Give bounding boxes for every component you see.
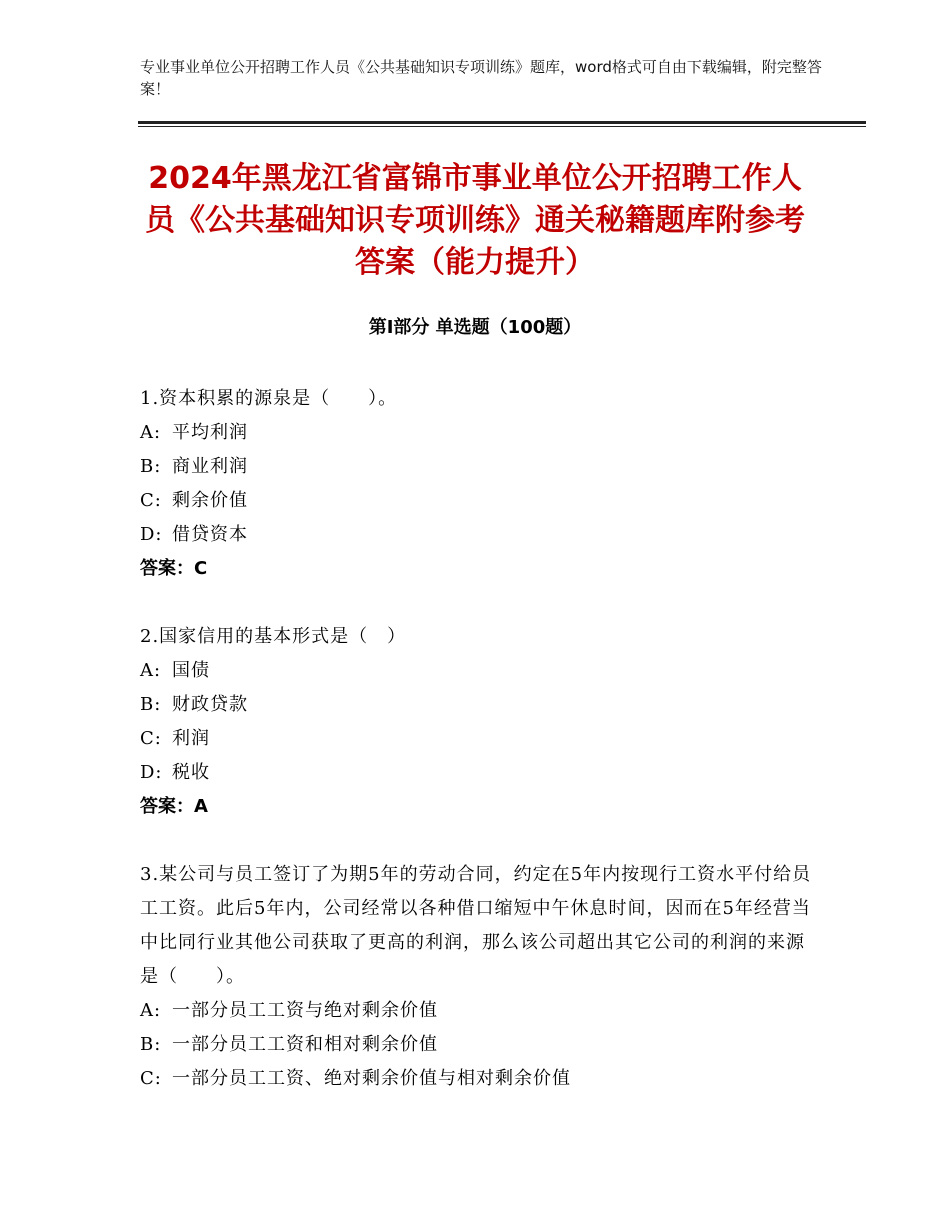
- question-list: [140, 382, 820, 1130]
- option-d: [140, 518, 820, 552]
- question-1: [140, 382, 820, 586]
- option-key: C:: [140, 728, 162, 749]
- document-title: 2024年黑龙江省富锦市事业单位公开招聘工作人员《公共基础知识专项训练》通关秘籍题库附参考答案（能力提升）: [145, 161, 805, 280]
- option-key: B:: [140, 456, 162, 477]
- option-text: 一部分员工工资与绝对剩余价值: [172, 1000, 438, 1021]
- option-a: [140, 654, 820, 688]
- question-stem: 2.国家信用的基本形式是（ ）: [140, 626, 407, 647]
- option-text: 国债: [172, 660, 210, 681]
- option-text: 平均利润: [172, 422, 248, 443]
- option-key: D:: [140, 762, 163, 783]
- question-stem: 1.资本积累的源泉是（ ）。: [140, 388, 398, 409]
- option-key: D:: [140, 524, 163, 545]
- answer-line: 答案：A: [140, 796, 208, 817]
- option-c: [140, 722, 820, 756]
- option-text: 商业利润: [172, 456, 248, 477]
- option-text: 剩余价值: [172, 490, 248, 511]
- option-text: 利润: [172, 728, 210, 749]
- option-key: B:: [140, 694, 162, 715]
- header-rule-thick: [138, 121, 866, 124]
- option-key: C:: [140, 1068, 162, 1089]
- option-key: A:: [140, 422, 162, 443]
- option-text: 财政贷款: [172, 694, 248, 715]
- option-text: 一部分员工工资、绝对剩余价值与相对剩余价值: [172, 1068, 571, 1089]
- option-key: C:: [140, 490, 162, 511]
- option-d: [140, 756, 820, 790]
- option-c: [140, 1062, 820, 1096]
- option-text: 一部分员工工资和相对剩余价值: [172, 1034, 438, 1055]
- question-2: [140, 620, 820, 824]
- option-key: A:: [140, 1000, 162, 1021]
- option-text: 税收: [172, 762, 210, 783]
- header-rule-thin: [138, 126, 866, 127]
- option-key: A:: [140, 660, 162, 681]
- option-text: 借贷资本: [172, 524, 248, 545]
- question-stem: 3.某公司与员工签订了为期5年的劳动合同，约定在5年内按现行工资水平付给员工工资。此后5年内，公司经常以各种借口缩短中午休息时间，因而在5年经营当中比同行业其他公司获取了更高的利润，那么该公司超出其它公司的利润的来源是（ ）。: [140, 864, 812, 987]
- section-title: 第Ⅰ部分 单选题（100题）: [368, 317, 582, 338]
- option-key: B:: [140, 1034, 162, 1055]
- option-b: [140, 450, 820, 484]
- option-b: [140, 688, 820, 722]
- option-b: [140, 1028, 820, 1062]
- header-note: 专业事业单位公开招聘工作人员《公共基础知识专项训练》题库，word格式可自由下载编辑，附完整答案！: [140, 58, 822, 98]
- option-a: [140, 416, 820, 450]
- question-3: [140, 858, 820, 1096]
- option-a: [140, 994, 820, 1028]
- answer-line: 答案：C: [140, 558, 208, 579]
- option-c: [140, 484, 820, 518]
